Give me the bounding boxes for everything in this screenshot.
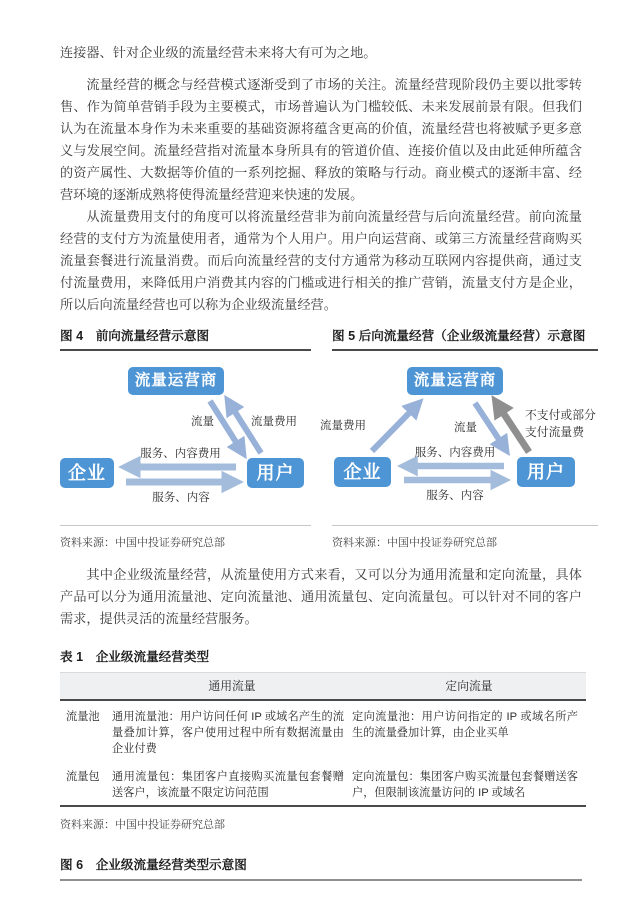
cell-general-package: 通用流量包：集团客户直接购买流量包套餐赠送客户，该流量不限定访问范围 <box>112 771 344 799</box>
figure-5-diagram <box>320 351 598 523</box>
figure-5-title: 图 5 后向流量经营（企业级流量经营）示意图 <box>332 325 598 351</box>
node-operator: 流量运营商 <box>128 367 224 395</box>
traffic-types-table <box>60 672 586 807</box>
label-traffic: 流量 <box>454 422 477 434</box>
node-user: 用户 <box>247 458 304 488</box>
label-traffic: 流量 <box>191 416 214 428</box>
table-header-row <box>60 673 586 701</box>
table-row <box>60 700 586 761</box>
figure-5 <box>320 325 598 550</box>
node-user: 用户 <box>517 457 575 487</box>
label-no-pay-line1: 不支付或部分 <box>525 408 596 422</box>
arrow-traffic-down <box>210 401 241 450</box>
label-service: 服务、内容 <box>426 490 484 502</box>
header-blank <box>60 673 112 701</box>
figure-5-source: 资料来源：中国中投证券研究总部 <box>332 525 598 550</box>
paragraph-2: 流量经营的概念与经营模式逐渐受到了市场的关注。流量经营现阶段仍主要以批零转售、作为简单营销手段为主要模式，市场普遍认为门槛较低、未来发展前景有限。但我们认为在流量本身作为未来重要的基础资源将蕴含更高的价值，流量经营也将被赋予更多意义与发展空间。流量经营指对流量本身所具有的管道价值、连接价值以及由此延伸所蕴含的资产属性、大数据等价值的一系列挖掘、释放的策略与行动。商业模式的逐渐丰富、经营环境的逐渐成熟将使得流量经营迎来快速的发展。 <box>60 77 582 202</box>
cell-directed-package: 定向流量包：集团客户购买流量包套餐赠送客户，但限制该流量访问的 IP 或域名 <box>352 771 578 799</box>
label-service-fee: 服务、内容费用 <box>414 447 496 459</box>
paragraph-4: 其中企业级流量经营，从流量使用方式来看，又可以分为通用流量和定向流量，具体产品可以分为通用流量池、定向流量池、通用流量包、定向流量包。可以针对不同的客户需求，提供灵活的流量经营服务。 <box>60 567 582 626</box>
node-enterprise: 企业 <box>334 457 391 487</box>
figure-4 <box>60 325 311 550</box>
label-no-pay-line2: 支付流量费 <box>525 425 584 439</box>
figure-4-diagram <box>60 351 311 523</box>
label-traffic-fee: 流量费用 <box>251 416 297 428</box>
figures-row <box>60 325 596 550</box>
label-service: 服务、内容 <box>152 492 210 504</box>
label-service-fee: 服务、内容费用 <box>140 448 221 460</box>
paragraph-3: 从流量费用支付的角度可以将流量经营非为前向流量经营与后向流量经营。前向流量经营的支付方为流量使用者，通常为个人用户。用户向运营商、或第三方流量经营商购买流量套餐进行流量消费。而后向流量经营的支付方通常为移动互联网内容提供商，通过支付流量费用，来降低用户消费其内容的门槛或进行相关的推广营销，流量支付方是企业，所以后向流量经营也可以称为企业级流量经营。 <box>60 209 582 312</box>
node-enterprise: 企业 <box>60 458 114 488</box>
row-label-pool: 流量池 <box>66 711 100 723</box>
table-1-title: 表 1 企业级流量经营类型 <box>60 650 210 664</box>
table-row <box>60 761 586 806</box>
header-directed-traffic: 定向流量 <box>352 673 586 701</box>
table-1-source: 资料来源：中国中投证券研究总部 <box>60 819 225 831</box>
cell-general-pool: 通用流量池：用户访问任何 IP 或域名产生的流量叠加计算，客户使用过程中所有数据流量由企业付费 <box>112 711 344 755</box>
arrow-enterprise-fee-up <box>372 406 416 451</box>
figure-6-title: 图 6 企业级流量经营类型示意图 <box>60 854 582 881</box>
node-operator: 流量运营商 <box>407 367 503 395</box>
figure-4-source: 资料来源：中国中投证券研究总部 <box>60 525 311 550</box>
label-traffic-fee: 流量费用 <box>320 420 366 432</box>
cell-directed-pool: 定向流量池：用户访问指定的 IP 或域名所产生的流量叠加计算，由企业买单 <box>352 711 578 739</box>
paragraph-1: 连接器、针对企业级的流量经营未来将大有可为之地。 <box>60 45 377 60</box>
figure-4-title: 图 4 前向流量经营示意图 <box>60 325 311 351</box>
row-label-package: 流量包 <box>66 771 100 783</box>
header-general-traffic: 通用流量 <box>112 673 352 701</box>
label-no-pay <box>525 407 596 441</box>
